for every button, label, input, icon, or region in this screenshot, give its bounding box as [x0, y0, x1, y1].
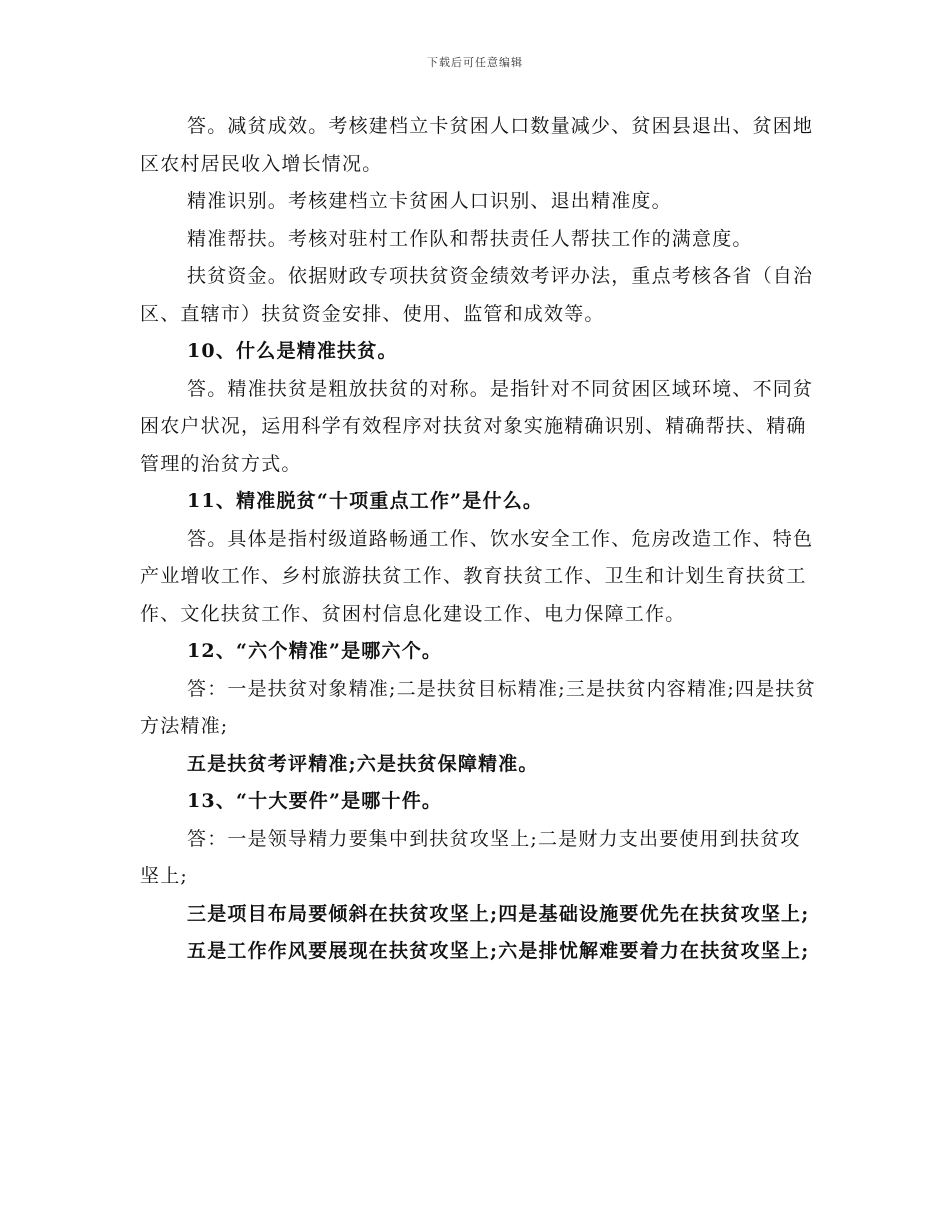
document-body: [140, 108, 820, 971]
question-heading: 11、精准脱贫“十项重点工作”是什么。: [187, 490, 544, 512]
answer-paragraph-bold: 三是项目布局要倾斜在扶贫攻坚上;四是基础设施要优先在扶贫攻坚上;: [187, 902, 810, 925]
answer-paragraph: 答。减贫成效。考核建档立卡贫困人口数量减少、贫困县退出、贫困地区农村居民收入增长情况。: [140, 115, 814, 175]
question-heading: 12、“六个精准”是哪六个。: [187, 640, 443, 662]
answer-paragraph: 答。具体是指村级道路畅通工作、饮水安全工作、危房改造工作、特色产业增收工作、乡村旅游扶贫工作、教育扶贫工作、卫生和计划生育扶贫工作、文化扶贫工作、贫困村信息化建设工作、电力保障工作。: [140, 527, 814, 625]
question-heading: 13、“十大要件”是哪十件。: [187, 790, 443, 812]
page-header: 下载后可任意编辑: [427, 56, 523, 69]
question-heading: 10、什么是精准扶贫。: [187, 340, 398, 362]
answer-paragraph: 答。精准扶贫是粗放扶贫的对称。是指针对不同贫困区域环境、不同贫困农户状况，运用科学有效程序对扶贫对象实施精确识别、精确帮扶、精确管理的治贫方式。: [140, 377, 814, 475]
answer-paragraph: 精准识别。考核建档立卡贫困人口识别、退出精准度。: [187, 190, 672, 212]
answer-paragraph: 答：一是领导精力要集中到扶贫攻坚上;二是财力支出要使用到扶贫攻坚上;: [140, 827, 801, 887]
answer-paragraph: 扶贫资金。依据财政专项扶贫资金绩效考评办法，重点考核各省（自治区、直辖市）扶贫资金安排、使用、监管和成效等。: [140, 265, 814, 325]
answer-paragraph-bold: 五是扶贫考评精准;六是扶贫保障精准。: [187, 752, 539, 775]
answer-paragraph: 精准帮扶。考核对驻村工作队和帮扶责任人帮扶工作的满意度。: [187, 227, 753, 250]
answer-paragraph-bold: 五是工作作风要展现在扶贫攻坚上;六是排忧解难要着力在扶贫攻坚上;: [187, 940, 810, 962]
answer-paragraph: 答：一是扶贫对象精准;二是扶贫目标精准;三是扶贫内容精准;四是扶贫方法精准;: [140, 677, 816, 737]
